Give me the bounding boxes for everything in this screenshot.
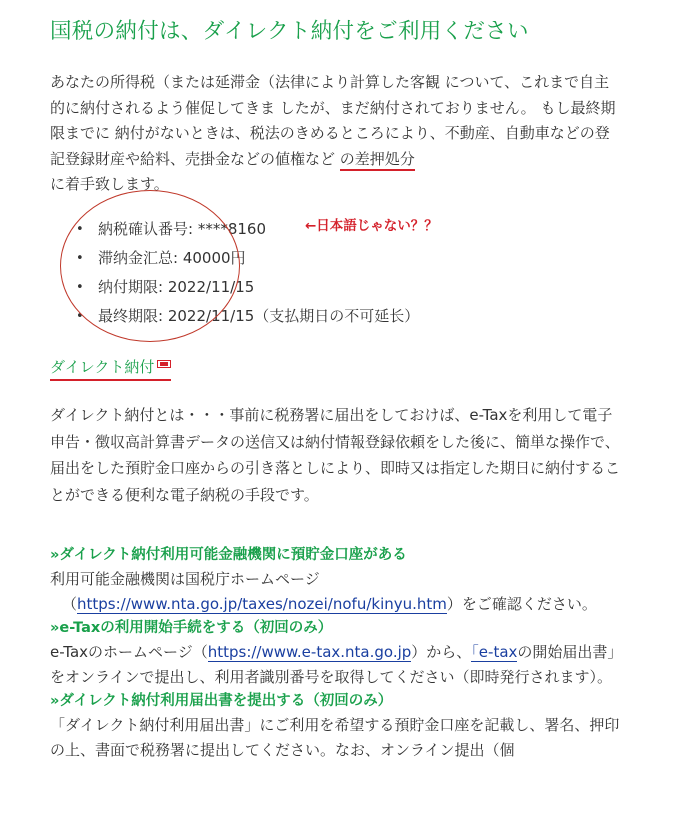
step-text-etax [50, 640, 630, 689]
info-value: 2022/11/15（支払期日の不可延长） [167, 307, 420, 325]
info-value: 40000円 [182, 249, 246, 267]
info-label: 滞纳金汇总: [98, 249, 179, 267]
bullet-icon: • [76, 280, 84, 295]
intro-text: あなたの所得税（または延滞金（法律により計算した客観 について、これまで自主的に納付されるよう催促してきま したが、まだ納付されておりません。 もし最終期限までに 納付がないときは、税法のきめるところにより、不動産、自動車などの登記登録財産や給料、売掛金などの値権など [50, 73, 616, 168]
list-item [74, 275, 419, 304]
step-text: 利用可能金融機関は国税庁ホームページ [50, 570, 320, 588]
step-text-mid: ）から、 [411, 643, 472, 661]
step-heading-etax: »e-Taxの利用開始手続をする（初回のみ） [50, 620, 333, 636]
etax-start-form-link[interactable]: 「e-tax [471, 643, 518, 661]
external-link-icon [157, 360, 171, 368]
steps-section [50, 543, 630, 762]
step-heading-bank: »ダイレクト納付利用可能金融機関に預貯金口座がある [50, 547, 407, 563]
paren-open: （ [62, 594, 78, 613]
bullet-icon: • [76, 251, 84, 266]
info-value: 2022/11/15 [167, 278, 255, 296]
intro-paragraph [50, 70, 620, 198]
page-title: 国税の納付は、ダイレクト納付をご利用ください [50, 19, 529, 44]
tax-info-list [74, 217, 419, 333]
list-item [74, 304, 419, 333]
info-label: 最终期限: [98, 307, 164, 325]
seizure-highlight: の差押処分 [340, 150, 415, 171]
info-label: 纳付期限: [98, 278, 164, 296]
info-value: ****8160 [197, 220, 267, 238]
direct-payment-link[interactable] [50, 356, 171, 381]
direct-payment-link-label: ダイレクト納付 [50, 358, 155, 376]
bullet-icon: • [76, 222, 84, 237]
step-heading-form: »ダイレクト納付利用届出書を提出する（初回のみ） [50, 693, 393, 709]
etax-home-link[interactable]: https://www.e-tax.nta.go.jp [207, 643, 412, 661]
bullet-icon: • [76, 309, 84, 324]
step-text-after: の開始届出書」をオンラインで提出し、利用者識別番号を取得してください（即時発行されます）。 [50, 643, 623, 686]
list-item [74, 246, 419, 275]
step-text-bank [50, 567, 630, 616]
intro-tail: に着手致します。 [50, 175, 169, 194]
step-text-confirm: ）をご確認ください。 [446, 594, 597, 613]
description-paragraph: ダイレクト納付とは・・・事前に税務署に届出をしておけば、e-Taxを利用して電子申告・徴収高計算書データの送信又は納付情報登録依頼をした後に、簡単な操作で、届出をした預貯金口座からの引き落としにより、即時又は指定した期日に納付することができる便利な電子納税の手段です。 [50, 406, 621, 504]
step-text-form: 「ダイレクト納付利用届出書」にご利用を希望する預貯金口座を記載し、署名、押印の上、書面で税務署に提出してください。なお、オンライン提出（個 [50, 716, 620, 759]
nta-kinyu-link[interactable]: https://www.nta.go.jp/taxes/nozei/nofu/kinyu.htm [77, 594, 447, 613]
info-label: 納税確认番号: [98, 220, 194, 238]
link-line [50, 595, 597, 613]
annotation-note: ←日本語じゃない？？ [305, 218, 438, 234]
step-text-before: e-Taxのホームページ（ [50, 643, 208, 661]
